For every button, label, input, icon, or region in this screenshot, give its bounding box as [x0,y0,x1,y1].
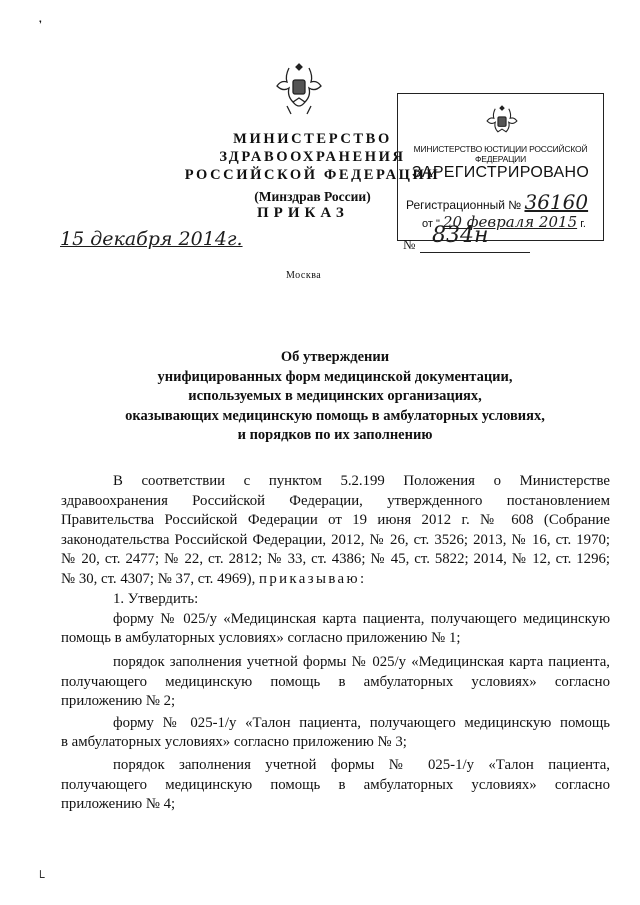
bottom-mark: └ [36,870,45,884]
ministry-short-name: (Минздрав России) [254,189,371,204]
title-line: унифицированных форм медицинской документации, [157,368,513,385]
order-title: ПРИКАЗ [257,205,349,221]
stamp-reg-number [406,190,588,214]
ministry-line2: РОССИЙСКОЙ ФЕДЕРАЦИИ [184,167,441,183]
paragraph-line: получающего медицинскую помощь в амбулаторных условиях» согласно [61,776,610,793]
paragraph-line: порядок заполнения учетной формы № 025-1/у «Талон пациента, [113,757,610,773]
paragraph-2 [61,653,610,692]
corner-mark: ❜ [39,19,42,29]
paragraph-1 [61,610,610,630]
stamp-registered: ЗАРЕГИСТРИРОВАНО [411,164,590,181]
document-title [100,348,570,446]
stamp-reg-number-value: 36160 [524,190,589,214]
preamble-line: № 20, ст. 2477; № 22, ст. 2812; № 33, ст. 4386; № 45, ст. 5822; 2014, № 12, ст. 1296; [61,551,610,567]
title-line: и порядков по их заполнению [237,427,433,443]
preamble-last-line [61,570,366,590]
stamp-date-suffix: г. [580,218,586,230]
stamp-date-value: 20 февраля 2015 [442,213,578,231]
stamp-title: МИНИСТЕРСТВО ЮСТИЦИИ РОССИЙСКОЙ ФЕДЕРАЦИИ [413,144,588,164]
order-number-line [420,252,530,253]
paragraph-line: приложению № 2; [61,693,176,709]
title-line: используемых в медицинских организациях, [188,388,482,404]
order-date: 15 декабря 2014г. [60,228,243,250]
stamp-coat-of-arms-icon [484,102,520,144]
paragraph-line: приложению № 4; [61,796,176,812]
city: Москва [286,270,322,281]
paragraph-4 [61,756,610,795]
ministry-line1: МИНИСТЕРСТВО ЗДРАВООХРАНЕНИЯ [219,131,406,165]
paragraph-3 [61,714,610,734]
order-number: 834н [432,223,489,248]
paragraph-line: в амбулаторных условиях» согласно приложению № 3; [61,734,407,750]
paragraph-line: помощь в амбулаторных условиях» согласно приложению № 1; [61,630,461,646]
paragraph-line: получающего медицинскую помощь в амбулаторных условиях» согласно [61,673,610,690]
preamble-line: № 30, ст. 4307; № 37, ст. 4969), [61,571,256,587]
stamp-date-label: от " [422,218,440,230]
stamp-reg-number-label: Регистрационный № [406,198,522,212]
paragraph-line: форму № 025/у «Медицинская карта пациента, получающего медицинскую [113,611,610,627]
registration-stamp [397,93,604,241]
paragraph-line: форму № 025-1/у «Талон пациента, получающего медицинскую помощь [113,715,610,731]
preamble-line: здравоохранения Российской Федерации, утвержденного постановлением [61,492,610,509]
preamble-line: В соответствии с пунктом 5.2.199 Положения о Министерстве [113,473,610,489]
item-1: 1. Утвердить: [113,591,199,607]
coat-of-arms-icon [273,58,325,120]
preamble-line: законодательства Российской Федерации, 2012, № 26, ст. 3526; 2013, № 16, ст. 1970; [61,531,610,548]
title-line: Об утверждении [280,349,390,365]
title-line: оказывающих медицинскую помощь в амбулаторных условиях, [125,407,545,424]
preamble [61,472,610,570]
order-verb: приказываю: [259,571,367,587]
paragraph-line: порядок заполнения учетной формы № 025/у «Медицинская карта пациента, [113,654,610,670]
order-number-label: № [403,237,416,252]
preamble-line: Правительства Российской Федерации от 19 июня 2012 г. № 608 (Собрание [61,512,610,528]
